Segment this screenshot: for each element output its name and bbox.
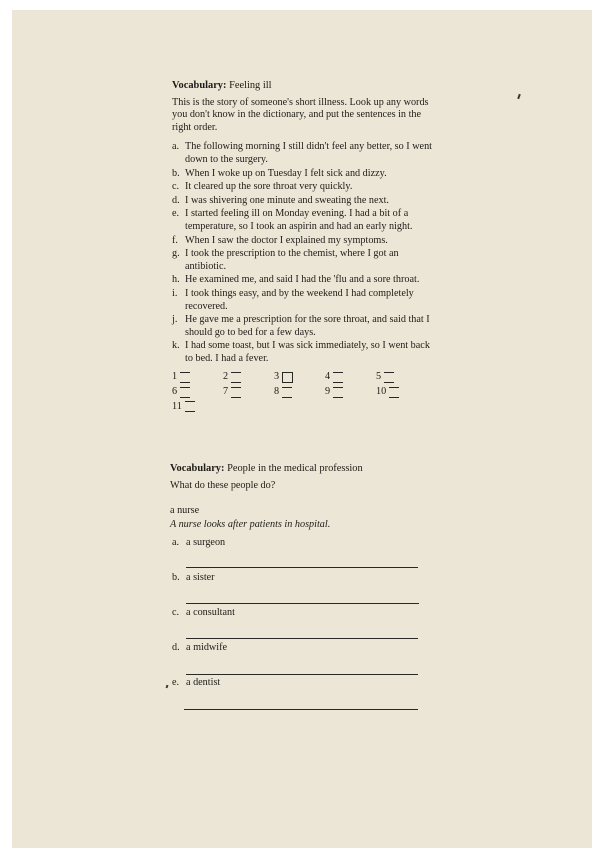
answer-line[interactable] [186, 674, 418, 675]
sentence-letter: a. [172, 141, 180, 153]
sentence-text: I was shivering one minute and sweating the next. [185, 194, 389, 206]
answer-number: 2 [223, 371, 229, 383]
answer-slot[interactable] [223, 386, 274, 399]
sentence-list [172, 141, 437, 365]
sentence-item [172, 208, 437, 233]
answer-number: 5 [376, 371, 382, 383]
sentence-text: I had some toast, but I was sick immediately, so I went back to bed. I had a fever. [185, 340, 430, 364]
sentence-item [172, 195, 437, 208]
section2-title [170, 462, 430, 475]
sentence-item [172, 274, 437, 287]
question-letter: e. [172, 677, 180, 688]
sentence-letter: h. [172, 274, 180, 286]
answer-line[interactable] [186, 638, 418, 639]
answer-line[interactable] [184, 709, 418, 710]
sentence-letter: g. [172, 248, 180, 260]
answer-number: 6 [172, 386, 178, 398]
question-item [172, 537, 225, 548]
question-text: a consultant [186, 607, 235, 618]
answer-box[interactable] [231, 372, 241, 383]
section2-title-rest: People in the medical profession [227, 463, 363, 474]
sentence-text: I took things easy, and by the weekend I had completely recovered. [185, 287, 414, 312]
answer-box[interactable] [231, 387, 241, 398]
sentence-letter: d. [172, 194, 180, 206]
answer-slot[interactable] [376, 371, 427, 384]
sentence-text: I took the prescription to the chemist, where I got an antibiotic. [185, 248, 399, 272]
answer-box[interactable] [185, 401, 195, 412]
section1-title-rest: Feeling ill [229, 80, 272, 91]
question-text: a midwife [186, 642, 228, 653]
sentence-text: It cleared up the sore throat very quickly. [185, 181, 353, 193]
medical-profession-section [170, 462, 430, 543]
answer-number: 8 [274, 386, 280, 398]
answer-box[interactable] [333, 387, 343, 398]
sentence-item [172, 181, 437, 194]
sentence-letter: b. [172, 167, 180, 179]
answer-slot[interactable] [223, 371, 274, 384]
sentence-item [172, 288, 437, 313]
answer-slot[interactable] [172, 386, 223, 399]
answer-number: 1 [172, 371, 178, 383]
answer-line[interactable] [186, 603, 419, 604]
question-text: a surgeon [186, 537, 226, 548]
answer-slot[interactable] [274, 371, 325, 384]
sentence-item [172, 340, 437, 365]
answer-box[interactable] [180, 387, 190, 398]
sentence-letter: e. [172, 208, 180, 220]
section1-intro: This is the story of someone's short illness. Look up any words you don't know in the dictionary, and put the sentences in the right order. [172, 96, 429, 133]
question-letter: b. [172, 572, 180, 583]
section2-subtitle: What do these people do? [170, 480, 276, 491]
question-letter: c. [172, 607, 180, 618]
answer-slot[interactable] [325, 371, 376, 384]
feeling-ill-section [172, 80, 437, 413]
answer-slot[interactable] [376, 386, 427, 399]
answer-line[interactable] [186, 567, 418, 568]
sentence-text: The following morning I still didn't feel any better, so I went down to the surgery. [185, 141, 433, 165]
answer-box[interactable] [384, 372, 394, 383]
question-text: a dentist [186, 677, 221, 688]
example-term: a nurse [170, 505, 200, 516]
answer-slot[interactable] [172, 371, 223, 384]
answer-number: 7 [223, 386, 229, 398]
sentence-letter: j. [172, 314, 178, 326]
section1-title-bold: Vocabulary: [172, 80, 227, 91]
answer-slot[interactable] [325, 386, 376, 399]
sentence-text: I started feeling ill on Monday evening. I had a bit of a temperature, so I took an aspirin and had an early night. [185, 208, 413, 232]
answer-number: 11 [172, 400, 182, 412]
answer-box[interactable] [180, 372, 190, 383]
sentence-letter: k. [172, 340, 180, 352]
answer-box[interactable] [282, 387, 292, 398]
answer-number: 9 [325, 386, 331, 398]
answer-box[interactable] [389, 387, 399, 398]
sentence-item [172, 235, 437, 248]
sentence-text: He examined me, and said I had the 'flu and a sore throat. [185, 274, 420, 286]
example-answer: A nurse looks after patients in hospital. [170, 519, 331, 530]
answer-number: 3 [274, 371, 280, 383]
question-letter: a. [172, 537, 180, 548]
sentence-item [172, 314, 437, 339]
section1-title [172, 80, 437, 93]
question-text: a sister [186, 572, 215, 583]
sentence-item [172, 168, 437, 181]
question-letter: d. [172, 642, 180, 653]
sentence-text: When I woke up on Tuesday I felt sick and dizzy. [185, 167, 387, 179]
sentence-letter: f. [172, 234, 178, 246]
sentence-letter: c. [172, 181, 180, 193]
answer-grid [172, 371, 437, 413]
question-item [172, 677, 220, 688]
answer-box[interactable] [282, 372, 293, 383]
sentence-letter: i. [172, 287, 178, 299]
sentence-text: When I saw the doctor I explained my symptoms. [185, 234, 388, 246]
sentence-item [172, 248, 437, 273]
answer-box[interactable] [333, 372, 343, 383]
sentence-item [172, 141, 437, 166]
answer-slot[interactable] [172, 401, 223, 414]
section2-title-bold: Vocabulary: [170, 463, 225, 474]
sentence-text: He gave me a prescription for the sore throat, and said that I should go to bed for a few days. [185, 314, 430, 338]
question-item [172, 572, 215, 583]
answer-number: 10 [376, 386, 387, 398]
answer-number: 4 [325, 371, 331, 383]
question-item [172, 607, 235, 618]
question-item [172, 642, 227, 653]
answer-slot[interactable] [274, 386, 325, 399]
